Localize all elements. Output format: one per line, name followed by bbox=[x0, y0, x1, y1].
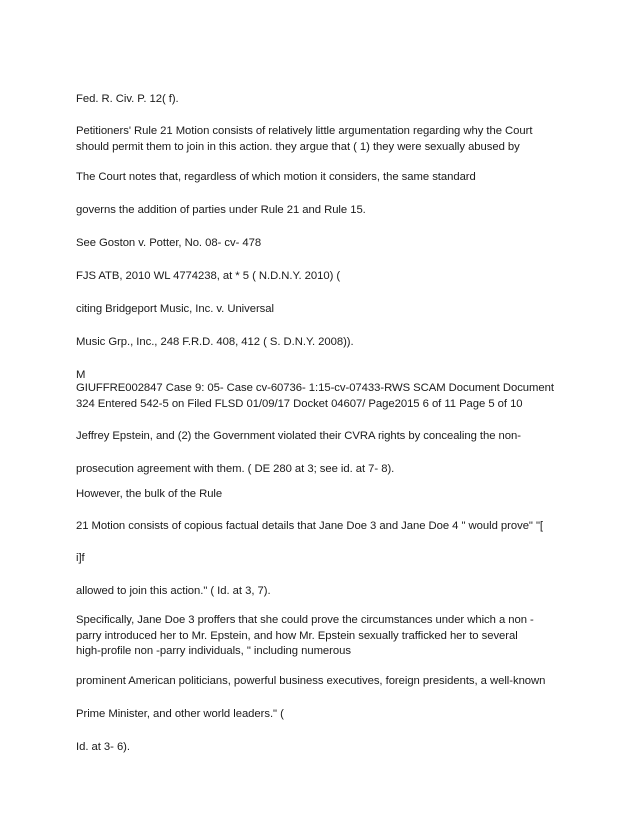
paragraph-fjs-atb bbox=[76, 269, 576, 285]
text-line: However, the bulk of the Rule bbox=[76, 488, 223, 500]
text-line: Jeffrey Epstein, and (2) the Government violated their CVRA rights by concealing the non- bbox=[76, 430, 521, 442]
paragraph-allowed-to-join bbox=[76, 584, 576, 600]
paragraph-citing-bridgeport bbox=[76, 302, 576, 318]
paragraph-m bbox=[76, 347, 576, 384]
text-line: Music Grp., Inc., 248 F.R.D. 408, 412 ( S. D.N.Y. 2008)). bbox=[76, 336, 354, 348]
paragraph-if bbox=[76, 551, 576, 567]
paragraph-see-goston bbox=[76, 236, 576, 252]
paragraph-petitioners-motion bbox=[76, 124, 576, 155]
text-line: citing Bridgeport Music, Inc. v. Universal bbox=[76, 303, 274, 315]
text-line: The Court notes that, regardless of which motion it considers, the same standard bbox=[76, 171, 476, 183]
text-line: high-profile non -parry individuals, " including numerous bbox=[76, 645, 351, 657]
text-line: i]f bbox=[76, 552, 85, 564]
text-line: should permit them to join in this action. they argue that ( 1) they were sexually abused by bbox=[76, 140, 520, 153]
paragraph-case-header bbox=[76, 381, 576, 412]
paragraph-prime-minister bbox=[76, 707, 576, 723]
text-line: governs the addition of parties under Rule 21 and Rule 15. bbox=[76, 204, 366, 216]
paragraph-21-motion bbox=[76, 519, 576, 535]
text-line: GIUFFRE002847 Case 9: 05- Case cv-60736- 1:15-cv-07433-RWS SCAM Document Document bbox=[76, 382, 554, 394]
paragraph-rule-citation bbox=[76, 92, 576, 108]
text-line: allowed to join this action." ( Id. at 3, 7). bbox=[76, 585, 271, 597]
text-line: M bbox=[76, 369, 86, 381]
paragraph-court-notes bbox=[76, 170, 576, 186]
text-line: prominent American politicians, powerful business executives, foreign presidents, a well-known bbox=[76, 675, 546, 687]
paragraph-however bbox=[76, 487, 576, 503]
text-line: Specifically, Jane Doe 3 proffers that she could prove the circumstances under which a non - bbox=[76, 614, 534, 626]
text-line: Id. at 3- 6). bbox=[76, 741, 130, 753]
paragraph-specifically bbox=[76, 613, 576, 660]
text-line: 324 Entered 542-5 on Filed FLSD 01/09/17 Docket 04607/ Page2015 6 of 11 Page 5 of 10 bbox=[76, 397, 523, 410]
text-line: parry introduced her to Mr. Epstein, and how Mr. Epstein sexually trafficked her to several bbox=[76, 629, 518, 642]
paragraph-jeffrey-epstein bbox=[76, 429, 576, 445]
paragraph-prosecution-agreement bbox=[76, 462, 576, 478]
paragraph-prominent-politicians bbox=[76, 674, 576, 690]
text-line: Fed. R. Civ. P. 12( f). bbox=[76, 93, 179, 105]
paragraph-id-at-3-6 bbox=[76, 740, 576, 756]
text-line: FJS ATB, 2010 WL 4774238, at * 5 ( N.D.N.Y. 2010) ( bbox=[76, 270, 341, 282]
text-line: See Goston v. Potter, No. 08- cv- 478 bbox=[76, 237, 262, 249]
paragraph-governs bbox=[76, 203, 576, 219]
text-line: 21 Motion consists of copious factual details that Jane Doe 3 and Jane Doe 4 " would prove" "[ bbox=[76, 520, 544, 532]
text-line: Prime Minister, and other world leaders." ( bbox=[76, 708, 284, 720]
text-line: prosecution agreement with them. ( DE 280 at 3; see id. at 7- 8). bbox=[76, 463, 395, 475]
text-line: Petitioners' Rule 21 Motion consists of relatively little argumentation regarding why the Court bbox=[76, 125, 533, 137]
